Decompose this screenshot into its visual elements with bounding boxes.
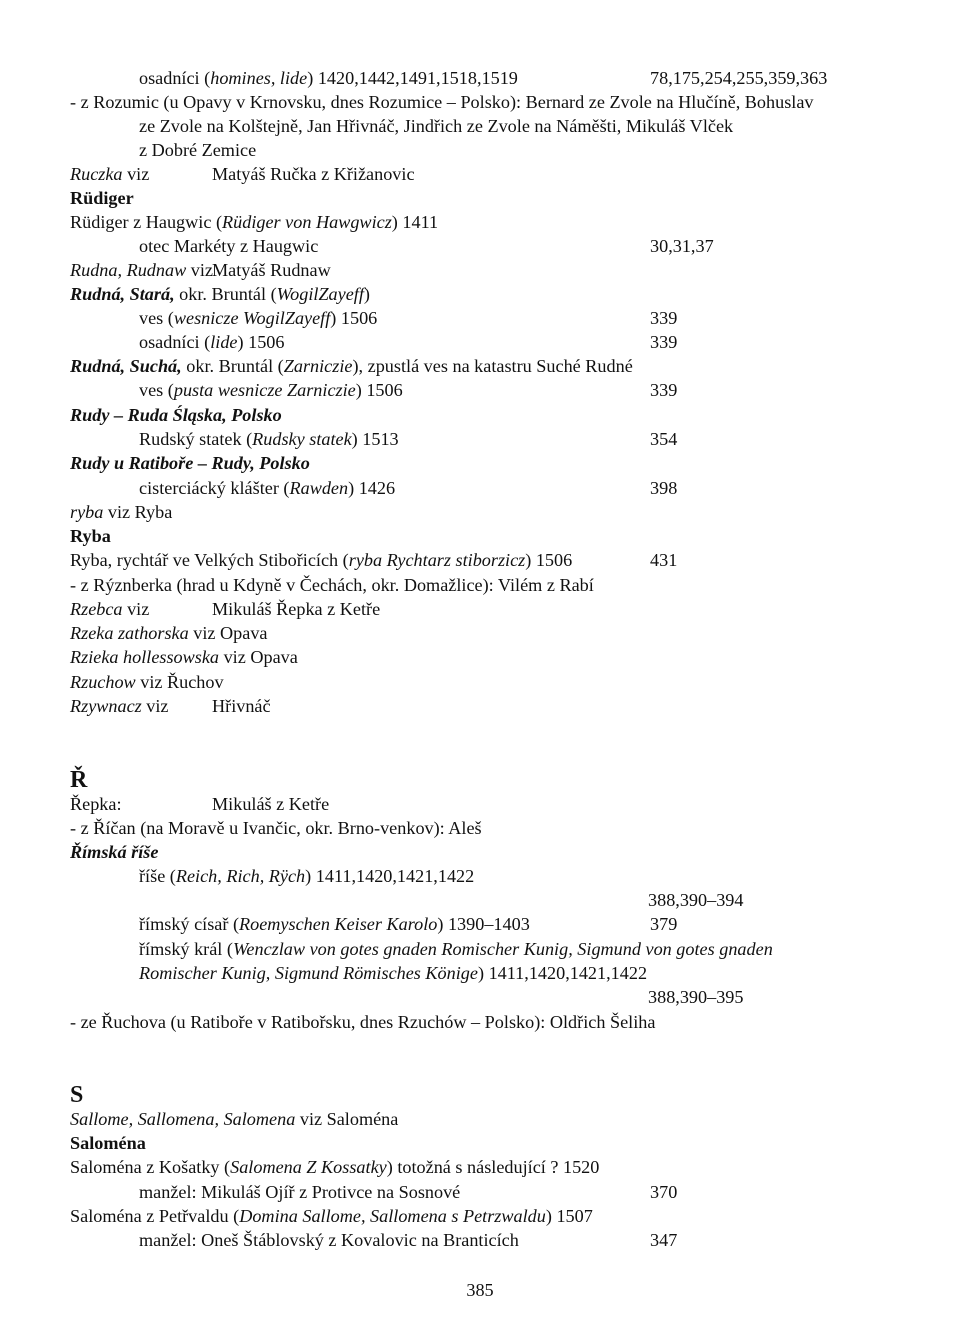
entry-text: říše ( [139,866,176,886]
entry-text: osadníci ( [139,332,211,352]
index-line [0,694,960,718]
entry-text-group [70,403,282,427]
entry-italic-text: Salomena Z Kossatky [230,1157,387,1177]
cross-reference-target [212,792,329,816]
entry-text-group [139,937,773,961]
entry-text-group [70,354,633,378]
index-line [0,378,960,402]
entry-text: viz [122,599,150,619]
entry-text-group [70,573,594,597]
entry-text-group [70,210,438,234]
entry-italic-text: ryba Rychtarz stiborzicz [348,550,526,570]
entry-text: osadníci ( [139,68,211,88]
index-line [0,1131,960,1155]
entry-text-group [70,621,268,645]
page-references: 388,390–395 [648,987,744,1007]
entry-italic-text: Rüdiger von Hawgwicz [222,212,392,232]
entry-text: Mikuláš Řepka z Ketře [212,599,381,619]
entry-italic-text: lide [210,332,238,352]
entry-text: Ryba, rychtář ve Velkých Stibořicích ( [70,550,349,570]
entry-text: ) 1506 [355,380,403,400]
index-line [0,1228,960,1252]
entry-italic-text: Zarniczie [283,356,353,376]
entry-text-group [70,1131,146,1155]
entry-italic-text: Romischer Kunig, Sigmund Römisches Könige [139,963,478,983]
page-references: 339 [650,332,678,352]
entry-text-group [139,330,284,354]
page-references: 431 [650,550,678,570]
entry-text: ves ( [139,380,174,400]
index-line [0,330,960,354]
entry-text-group [70,162,149,186]
entry-text: viz Ryba [103,502,173,522]
index-line [0,114,960,138]
index-line [0,306,960,330]
entry-text: Řepka: [70,794,122,814]
entry-text-group [70,451,310,475]
entry-italic-text: Rudy – Ruda Śląska, Polsko [70,405,282,425]
entry-text: ) 1411,1420,1421,1422 [477,963,648,983]
index-line [0,354,960,378]
entry-text: římský císař ( [139,914,240,934]
cross-reference-target [212,162,415,186]
entry-text: ze Zvole na Kolštejně, Jan Hřivnáč, Jindřich ze Zvole na Náměšti, Mikuláš Vlček [139,116,734,136]
entry-text: ) 1506 [525,550,573,570]
entry-text: ) totožná s následující ? 1520 [386,1157,600,1177]
entry-italic-text: Reich, Rich, Rÿch [175,866,306,886]
entry-italic-text: Rzywnacz [70,696,142,716]
entry-italic-text: Rudy u Ratiboře – Rudy, Polsko [70,453,310,473]
entry-text-group [139,306,377,330]
entry-italic-text: homines, lide [210,68,308,88]
entry-text: Rudský statek ( [139,429,253,449]
page-references: 30,31,37 [650,236,714,256]
index-line [0,234,960,258]
index-line [0,138,960,162]
entry-text-group [139,378,403,402]
entry-text: ) 1426 [348,478,396,498]
entry-text: viz [122,164,150,184]
index-line [0,1010,960,1034]
entry-italic-text: Rawden [289,478,349,498]
page-references: 398 [650,478,678,498]
index-line [0,548,960,572]
entry-text: ) 1513 [351,429,399,449]
entry-text-group [70,694,169,718]
entry-italic-text: Římská říše [70,842,159,862]
page-references: 370 [650,1182,678,1202]
entry-text: římský král ( [139,939,233,959]
entry-text-group [139,864,474,888]
entry-text: manžel: Mikuláš Ojíř z Protivce na Sosnové [139,1182,461,1202]
entry-text: ) 1411,1420,1421,1422 [305,866,475,886]
page-references: 339 [650,380,678,400]
cross-reference-target [212,258,331,282]
entry-text: viz Řuchov [135,672,224,692]
entry-text-group [70,645,298,669]
entry-italic-text: Rzebca [70,599,123,619]
entry-text: otec Markéty z Haugwic [139,236,319,256]
entry-text-group [70,186,134,210]
entry-text: Rüdiger [70,188,134,208]
index-line [0,621,960,645]
cross-reference-target [212,694,271,718]
entry-text: Mikuláš z Ketře [212,794,330,814]
entry-text-group [70,282,370,306]
entry-text-group [70,500,172,524]
entry-text: - z Rozumic (u Opavy v Krnovsku, dnes Rozumice – Polsko): Bernard ze Zvole na Hlučíně, Bohuslav [70,92,814,112]
entry-text: ves ( [139,308,174,328]
index-line [0,282,960,306]
cross-reference-target [212,597,380,621]
index-line [0,937,960,961]
entry-text: ) 1506 [237,332,285,352]
entry-text: Ryba [70,526,111,546]
entry-italic-text: Sallome, Sallomena, Salomena [70,1109,296,1129]
index-line [0,524,960,548]
entry-text-group [139,114,733,138]
entry-text: ) 1411 [391,212,439,232]
entry-italic-text: ryba [70,502,104,522]
entry-text-group [139,476,395,500]
entry-text: ) 1507 [545,1206,593,1226]
entry-italic-text: Rudná, Suchá, [70,356,182,376]
entry-italic-text: Rzuchow [70,672,136,692]
entry-italic-text: Rudná, Stará, [70,284,175,304]
entry-italic-text: Rudna, Rudnaw [70,260,187,280]
page-references: 339 [650,308,678,328]
entry-text-group [70,548,572,572]
entry-italic-text: Ruczka [70,164,123,184]
entry-text-group [70,524,111,548]
entry-text: ) [363,284,370,304]
entry-text: Saloména [70,1133,146,1153]
index-line [0,500,960,524]
entry-text-group [139,138,256,162]
index-line [0,1107,960,1131]
entry-text: - z Rýznberka (hrad u Kdyně v Čechách, okr. Domažlice): Vilém z Rabí [70,575,594,595]
entry-text-group [139,1228,519,1252]
page-references: 379 [650,914,678,934]
index-line [0,162,960,186]
index-line [0,645,960,669]
index-line [0,961,960,985]
entry-text-group [70,1010,655,1034]
entry-text: okr. Bruntál ( [174,284,277,304]
entry-italic-text: Rudsky statek [252,429,352,449]
entry-italic-text: wesnicze WogilZayeff [173,308,331,328]
index-line [0,985,960,1009]
page-number: 385 [466,1280,494,1300]
index-line [0,1204,960,1228]
index-line [0,816,960,840]
entry-italic-text: Rzieka hollessowska [70,647,220,667]
entry-text-group [139,234,318,258]
index-line [0,670,960,694]
index-line [0,864,960,888]
entry-text-group [139,912,530,936]
entry-text-group [70,768,87,792]
entry-italic-text: Wenczlaw von gotes gnaden Romischer Kunig, Sigmund von gotes gnaden [232,939,773,959]
entry-text-group [70,792,122,816]
index-line [0,597,960,621]
entry-text: ) 1390–1403 [437,914,530,934]
entry-text: cisterciácký klášter ( [139,478,290,498]
index-line [0,1083,960,1107]
page-references: 78,175,254,255,359,363 [650,68,828,88]
page-references: 347 [650,1230,678,1250]
entry-text-group [70,597,149,621]
index-line [0,403,960,427]
entry-italic-text: WogilZayeff [276,284,364,304]
page-references: 388,390–394 [648,890,744,910]
entry-text-group [70,1204,593,1228]
index-line [0,840,960,864]
entry-text: Saloména z Petřvaldu ( [70,1206,240,1226]
entry-text: - z Říčan (na Moravě u Ivančic, okr. Brno-venkov): Aleš [70,818,482,838]
entry-text-group [139,66,518,90]
index-line [0,1155,960,1179]
entry-italic-text: Domina Sallome, Sallomena s Petrzwaldu [239,1206,546,1226]
entry-text: Matyáš Rudnaw [212,260,331,280]
entry-text: - ze Řuchova (u Ratiboře v Ratibořsku, dnes Rzuchów – Polsko): Oldřich Šeliha [70,1012,656,1032]
index-line [0,66,960,90]
entry-text: viz Opava [188,623,268,643]
index-line [0,888,960,912]
index-line [0,427,960,451]
entry-text-group [70,1155,599,1179]
entry-text: manžel: Oneš Štáblovský z Kovalovic na Branticích [139,1230,519,1250]
entry-text: Saloména z Košatky ( [70,1157,231,1177]
entry-text-group [70,1107,398,1131]
index-line [0,210,960,234]
entry-text: Matyáš Ručka z Křižanovic [212,164,415,184]
index-line [0,912,960,936]
entry-text: z Dobré Zemice [139,140,257,160]
entry-text: viz Saloména [295,1109,399,1129]
index-line [0,1180,960,1204]
entry-text-group [70,90,814,114]
entry-italic-text: Rzeka zathorska [70,623,189,643]
entry-text-group [70,1083,83,1107]
entry-text: Rüdiger z Haugwic ( [70,212,223,232]
entry-text: viz Opava [219,647,298,667]
entry-text-group [70,670,224,694]
entry-text: Hřivnáč [212,696,271,716]
entry-italic-text: Roemyschen Keiser Karolo [239,914,438,934]
index-line [0,186,960,210]
entry-text-group [139,961,647,985]
index-line [0,476,960,500]
entry-text: ), zpustlá ves na katastru Suché Rudné [352,356,633,376]
entry-text: viz [186,260,213,280]
entry-text: viz [141,696,169,716]
entry-text: S [70,1082,84,1108]
entry-text-group [139,427,399,451]
index-line [0,258,960,282]
entry-text: ) 1506 [330,308,378,328]
index-line [0,90,960,114]
entry-text: ) 1420,1442,1491,1518,1519 [307,68,518,88]
entry-text-group [70,840,158,864]
entry-text: Ř [70,767,88,793]
index-line [0,768,960,792]
entry-text: okr. Bruntál ( [181,356,284,376]
entry-text-group [70,258,213,282]
page-references: 354 [650,429,678,449]
entry-text-group [139,1180,460,1204]
entry-italic-text: pusta wesnicze Zarniczie [173,380,356,400]
index-line [0,573,960,597]
index-line [0,792,960,816]
index-line [0,451,960,475]
entry-text-group [70,816,482,840]
